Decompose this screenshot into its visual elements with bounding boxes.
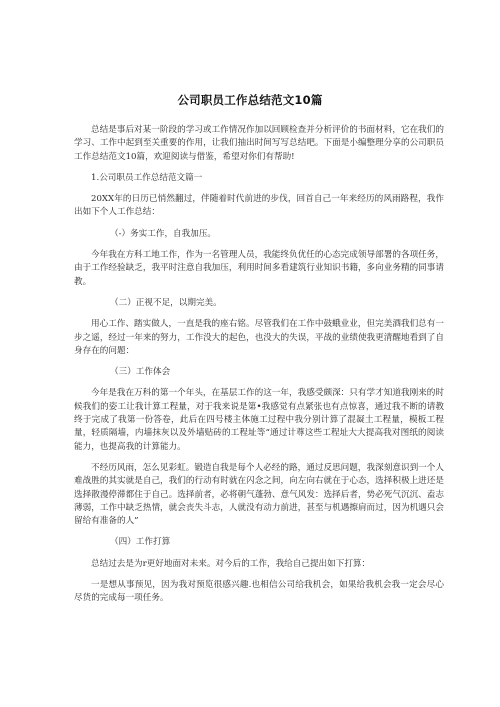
section-heading: （三）工作体会	[110, 367, 171, 378]
intro-paragraph: 总结是事后对某一阶段的学习或工作情况作加以回顾检查并分析评价的书面材料，它在我们的学习、工作中起到至关重要的作用，让我们抽出时间写写总结吧。下面是小编整理分享的公司职员工作总结范文10篇，欢迎阅读与借鉴，希望对你们有帮助!	[74, 125, 444, 162]
article-heading: 1.公司职员工作总结范文篇一	[91, 172, 203, 183]
body-paragraph: 今年是我在万科的第一个年头，在基层工作的这一年，我感受颇深：只有学才知道我刚来的时候我们的姿工让我计算工程量，对于我来说是第•我感觉有点紧张也有点惊喜，通过我不断的请教终于完成了我第一份答卷，此后在四号楼主体施工过程中我分别计算了混凝土工程量，模板工程量，轻质隔墙，内墙抹灰以及外墙贴砖的工程址等“通过计尊这些工程址大大提高我对图纸的阅读能力，也提高我的计算能力。	[74, 388, 444, 452]
document-title: 公司职员工作总结范文10篇	[177, 93, 323, 107]
document-body	[74, 124, 444, 614]
body-paragraph: 用心工作、踏实做人，一直是我的座右铭。尽管我们在工作中鼓蛾业业，但完美酒我们总有一步之遥，经过一年来的努力，工作没大的起色，也没大的失误，平战的业绩使我更清醒地看到了自身存在的问题：	[74, 319, 444, 356]
section-heading: （-）务实工作，自我加压。	[110, 228, 217, 239]
section-heading: （四）工作打算	[110, 537, 171, 548]
body-paragraph: 一是想从事预见，因为我对预览很感兴趣.也相信公司给我机会，如果给我机会我一定会尽心尽货的完成每一项任务。	[74, 580, 444, 604]
body-paragraph: 20XX年的日历已悄然翻过，伴随着时代前进的步伐，回首自己一年来经历的风雨路程，我作出如下个人工作总结：	[74, 194, 444, 218]
body-paragraph: 今年我在方科工地工作，作为一名管理人员，我能终负优任的心态完成领导部署的各项任务，由于工作经验缺乏，我平时注意自我加压，利用时间多看建筑行业知识书籍，多向业务精的同事请教。	[74, 250, 444, 287]
section-heading: （二）正视不足，以期完美。	[110, 297, 222, 308]
body-paragraph: 不经历风雨，怎么见彩虹。锻造自我是每个人必经的路，通过反思问题，我深刻意识到一个人难战胜的其实就是自己，我们的行动有时就在闪念之间，向左向右就在于心态，选择积极上进还是选择散漫停滞都住于自己。选择前者，必将朝气蓬勃、意气风发：选择后者，势必死气沉沉、盍志薄弱，工作中缺乏热情，就会丧失斗志，人就没有动力前进，甚至与机遇擦肩而过，因为机遇只会留给有准备的人”	[74, 462, 444, 527]
body-paragraph: 总结过去是为r更好地面对未来。对今后的工作，我给自己提出如下打算：	[91, 558, 371, 569]
